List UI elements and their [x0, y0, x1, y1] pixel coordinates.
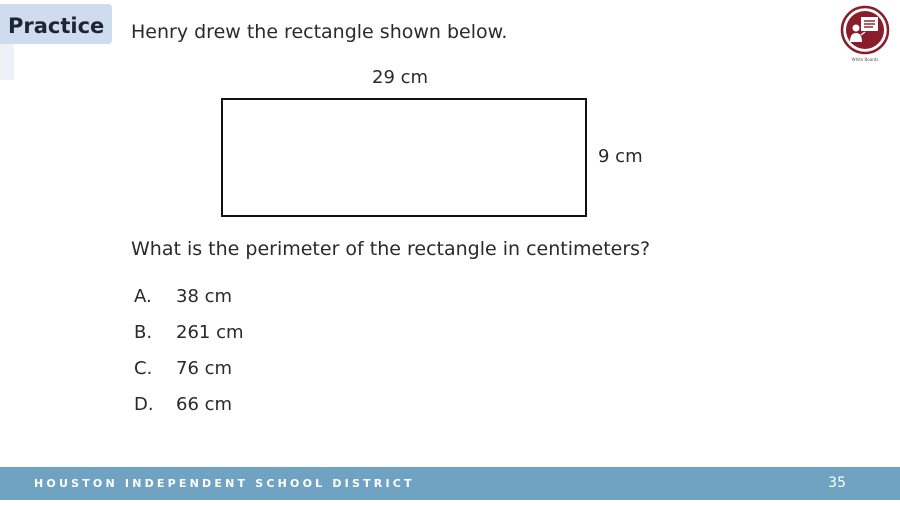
practice-tab	[0, 4, 112, 44]
rectangle-length-label: 29 cm	[372, 67, 429, 88]
logo-caption: White Boards	[851, 57, 879, 62]
footer-bar	[0, 467, 900, 500]
district-name: HOUSTON INDEPENDENT SCHOOL DISTRICT	[34, 477, 415, 490]
choice-d[interactable]	[134, 394, 232, 415]
choice-text: 261 cm	[176, 322, 244, 343]
choice-c[interactable]	[134, 358, 232, 379]
choice-text: 38 cm	[176, 286, 233, 307]
rectangle-figure	[221, 98, 587, 217]
choice-letter: A.	[134, 286, 152, 307]
rectangle-width-label: 9 cm	[598, 146, 643, 167]
choice-text: 76 cm	[176, 358, 233, 379]
intro-text: Henry drew the rectangle shown below.	[131, 21, 508, 43]
question-text: What is the perimeter of the rectangle in centimeters?	[131, 238, 651, 260]
choice-b[interactable]	[134, 322, 244, 343]
choice-text: 66 cm	[176, 394, 233, 415]
choice-letter: B.	[134, 322, 153, 343]
page-number: 35	[828, 475, 846, 491]
choice-letter: D.	[134, 394, 154, 415]
practice-label: Practice	[8, 14, 105, 38]
practice-tab-shadow	[0, 40, 14, 80]
choice-letter: C.	[134, 358, 153, 379]
choice-a[interactable]	[134, 286, 232, 307]
